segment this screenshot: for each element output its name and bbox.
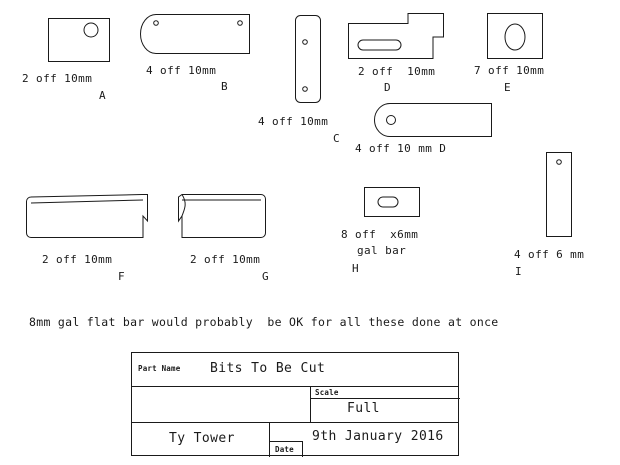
part-E-shape [487,13,543,59]
part-H-letter: H [352,262,360,275]
part-C-caption: 4 off 10mm [258,115,329,128]
part-B-shape [140,14,250,54]
part-C-shape [295,15,321,103]
title-block [131,352,459,456]
part-I-letter: I [515,265,523,278]
part-G-shape [178,194,266,238]
title-block-divider-5 [269,422,270,457]
part-D-bottom-shape [374,103,492,137]
part-E-caption: 7 off 10mm [474,64,545,77]
part-name-value: Bits To Be Cut [210,361,326,376]
part-D-top-caption: 2 off 10mm [358,65,436,78]
part-H-shape [364,187,420,217]
part-B-letter: B [221,80,229,93]
part-H-caption-2: gal bar [357,244,407,257]
part-H-caption: 8 off x6mm [341,228,419,241]
part-A-caption: 2 off 10mm [22,72,93,85]
scale-value: Full [347,401,380,416]
part-E-letter: E [504,81,512,94]
part-F-letter: F [118,270,126,283]
date-value: 9th January 2016 [312,429,444,444]
part-B-caption: 4 off 10mm [146,64,217,77]
title-block-divider-1 [132,386,458,387]
part-F-caption: 2 off 10mm [42,253,113,266]
part-I-caption: 4 off 6 mm [514,248,585,261]
scale-label: Scale [315,388,339,397]
title-block-divider-7 [302,441,303,457]
part-A-shape [48,18,110,62]
part-I-shape [546,152,572,237]
part-D-top-letter: D [384,81,392,94]
part-D-bottom-caption: 4 off 10 mm D [355,142,447,155]
part-G-letter: G [262,270,270,283]
title-block-divider-2 [132,422,458,423]
part-A-letter: A [99,89,107,102]
title-block-divider-4 [310,398,460,399]
part-C-letter: C [333,132,341,145]
author-value: Ty Tower [169,431,235,446]
part-name-label: Part Name [138,364,181,373]
part-F-shape [26,194,148,238]
part-D-top-shape [348,13,444,59]
title-block-divider-3 [310,386,311,422]
part-G-caption: 2 off 10mm [190,253,261,266]
material-note: 8mm gal flat bar would probably be OK for all these done at once [29,315,499,329]
title-block-divider-6 [269,441,302,442]
date-label: Date [275,445,294,454]
